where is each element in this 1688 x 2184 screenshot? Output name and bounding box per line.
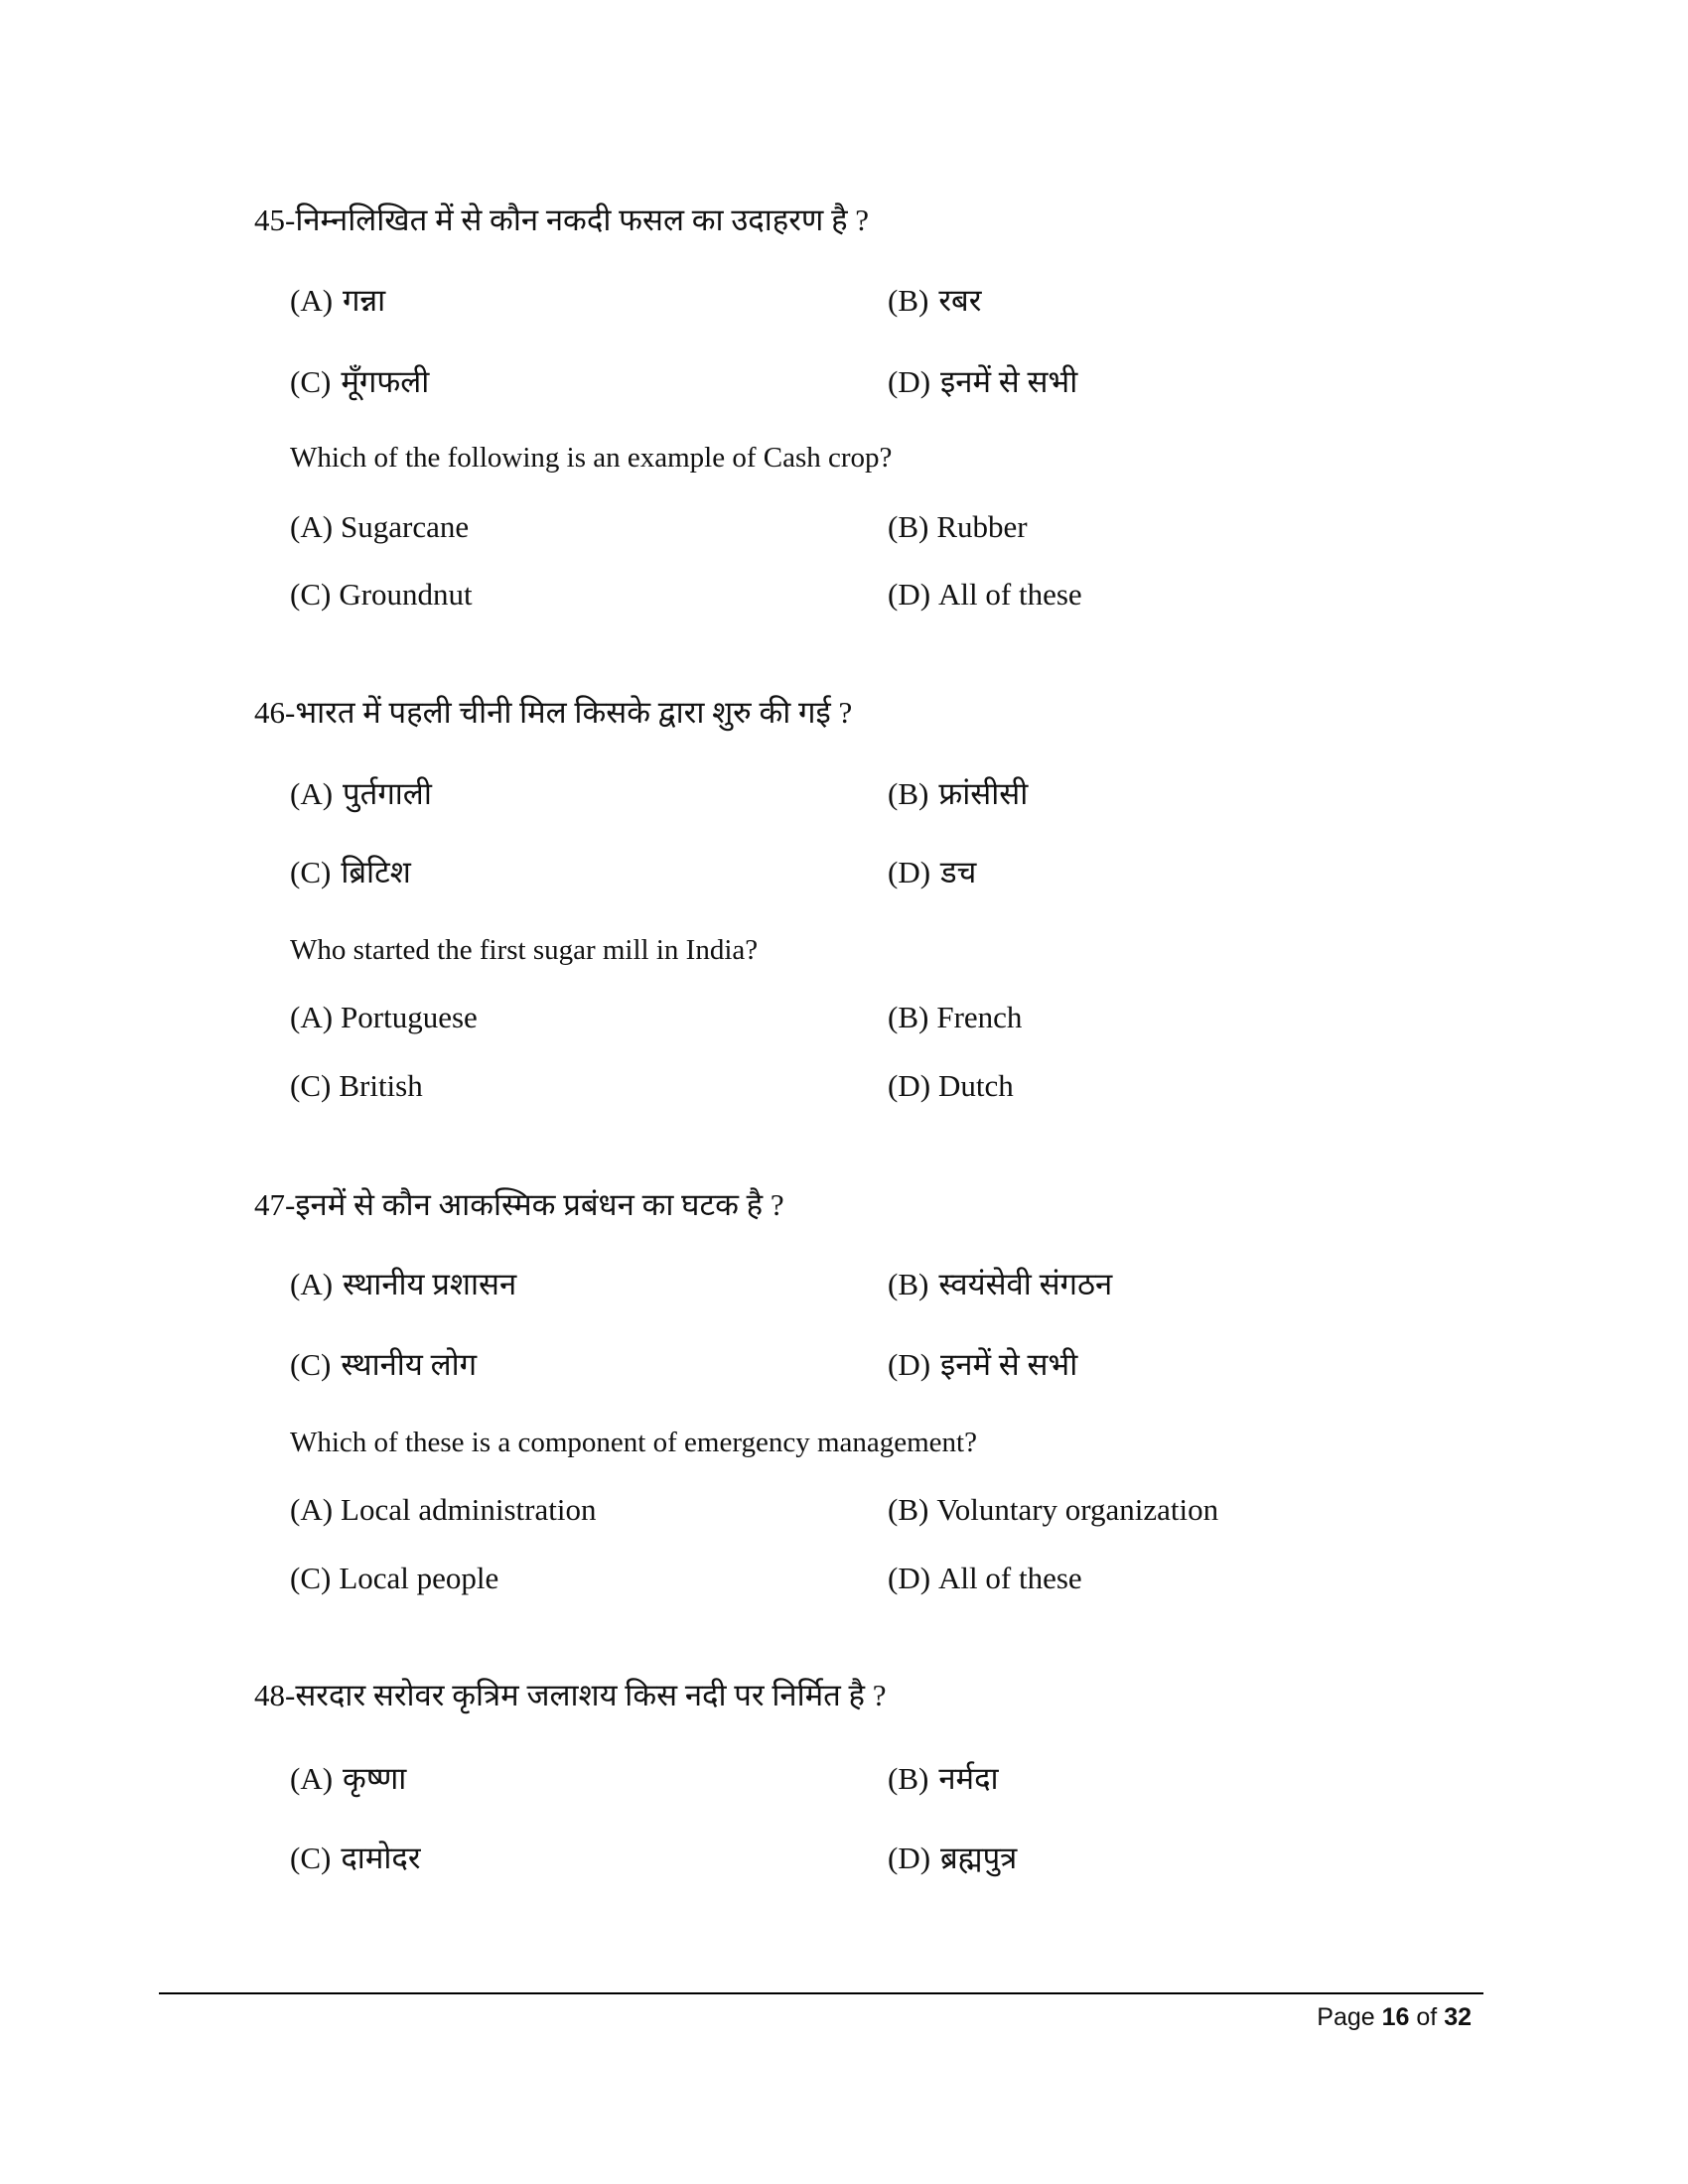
option-text: इनमें से सभी bbox=[940, 364, 1078, 399]
option-label: (B) bbox=[888, 509, 929, 544]
option-text: स्वयंसेवी संगठन bbox=[938, 1267, 1113, 1301]
option-label: (A) bbox=[290, 1267, 334, 1301]
option-text: गन्ना bbox=[343, 283, 386, 318]
total-pages: 32 bbox=[1444, 2003, 1472, 2031]
option-a-english bbox=[290, 1490, 596, 1530]
option-text: फ्रांसीसी bbox=[938, 776, 1029, 811]
question-english: Which of the following is an example of Cash crop? bbox=[290, 442, 893, 474]
option-label: (A) bbox=[290, 1492, 334, 1527]
footer-divider bbox=[159, 1992, 1483, 1994]
page-word: Page bbox=[1317, 2003, 1375, 2031]
option-text: कृष्णा bbox=[343, 1761, 407, 1796]
option-text: मूँगफली bbox=[341, 364, 430, 399]
option-text: Sugarcane bbox=[341, 509, 470, 544]
option-label: (B) bbox=[888, 1761, 929, 1796]
current-page: 16 bbox=[1381, 2003, 1410, 2031]
question-number: 47- bbox=[254, 1187, 296, 1222]
option-label: (B) bbox=[888, 1267, 929, 1301]
option-label: (D) bbox=[888, 1841, 931, 1875]
option-a-english bbox=[290, 507, 469, 547]
option-c-english bbox=[290, 1066, 423, 1106]
option-b-hindi bbox=[888, 281, 981, 321]
of-word: of bbox=[1416, 2003, 1438, 2031]
option-label: (A) bbox=[290, 1761, 334, 1796]
option-text: दामोदर bbox=[341, 1841, 421, 1875]
option-label: (C) bbox=[290, 855, 332, 889]
question-text: भारत में पहली चीनी मिल किसके द्वारा शुरु की गई ? bbox=[295, 695, 853, 730]
option-label: (C) bbox=[290, 1561, 332, 1595]
option-a-hindi bbox=[290, 1265, 516, 1304]
option-label: (C) bbox=[290, 364, 332, 399]
option-label: (B) bbox=[888, 1000, 929, 1034]
option-text: पुर्तगाली bbox=[343, 776, 432, 811]
question-english: Who started the first sugar mill in India? bbox=[290, 934, 759, 966]
option-c-english bbox=[290, 1559, 498, 1598]
option-label: (C) bbox=[290, 577, 332, 612]
option-label: (C) bbox=[290, 1841, 332, 1875]
option-d-hindi bbox=[888, 1345, 1077, 1385]
question-number: 46- bbox=[254, 695, 296, 730]
option-text: नर्मदा bbox=[938, 1761, 999, 1796]
option-text: Rubber bbox=[936, 509, 1028, 544]
option-c-hindi bbox=[290, 853, 411, 892]
option-label: (A) bbox=[290, 776, 334, 811]
option-text: Dutch bbox=[938, 1068, 1014, 1103]
option-label: (B) bbox=[888, 1492, 929, 1527]
option-label: (B) bbox=[888, 283, 929, 318]
option-d-english bbox=[888, 1559, 1082, 1598]
question-text: सरदार सरोवर कृत्रिम जलाशय किस नदी पर निर्मित है ? bbox=[295, 1678, 887, 1712]
option-label: (C) bbox=[290, 1347, 332, 1382]
page-number bbox=[1317, 2001, 1472, 2033]
option-text: Local administration bbox=[341, 1492, 597, 1527]
option-label: (A) bbox=[290, 509, 334, 544]
option-text: Voluntary organization bbox=[936, 1492, 1219, 1527]
option-text: All of these bbox=[938, 1561, 1082, 1595]
option-d-hindi bbox=[888, 362, 1077, 402]
option-a-hindi bbox=[290, 281, 385, 321]
option-b-english bbox=[888, 507, 1028, 547]
option-text: स्थानीय प्रशासन bbox=[343, 1267, 517, 1301]
option-b-hindi bbox=[888, 1759, 999, 1799]
option-b-hindi bbox=[888, 774, 1028, 814]
option-text: इनमें से सभी bbox=[940, 1347, 1078, 1382]
option-text: French bbox=[936, 1000, 1023, 1034]
option-b-english bbox=[888, 1490, 1218, 1530]
option-label: (D) bbox=[888, 855, 931, 889]
option-b-hindi bbox=[888, 1265, 1112, 1304]
question-hindi bbox=[254, 1185, 784, 1225]
option-b-english bbox=[888, 998, 1022, 1037]
option-a-hindi bbox=[290, 1759, 406, 1799]
question-hindi bbox=[254, 693, 852, 733]
option-label: (D) bbox=[888, 364, 931, 399]
option-a-english bbox=[290, 998, 478, 1037]
option-d-english bbox=[888, 575, 1082, 614]
option-text: ब्रिटिश bbox=[341, 855, 411, 889]
question-hindi bbox=[254, 201, 869, 240]
option-label: (A) bbox=[290, 1000, 334, 1034]
question-number: 45- bbox=[254, 203, 296, 237]
question-text: इनमें से कौन आकस्मिक प्रबंधन का घटक है ? bbox=[295, 1187, 784, 1222]
option-label: (D) bbox=[888, 577, 931, 612]
option-c-hindi bbox=[290, 1839, 421, 1878]
option-a-hindi bbox=[290, 774, 432, 814]
option-text: Groundnut bbox=[339, 577, 473, 612]
option-text: स्थानीय लोग bbox=[341, 1347, 478, 1382]
option-text: British bbox=[339, 1068, 423, 1103]
question-text: निम्नलिखित में से कौन नकदी फसल का उदाहरण है ? bbox=[295, 203, 870, 237]
option-label: (B) bbox=[888, 776, 929, 811]
option-d-hindi bbox=[888, 1839, 1017, 1878]
question-hindi bbox=[254, 1676, 887, 1715]
option-text: Portuguese bbox=[341, 1000, 478, 1034]
option-c-hindi bbox=[290, 1345, 477, 1385]
option-label: (A) bbox=[290, 283, 334, 318]
option-label: (D) bbox=[888, 1068, 931, 1103]
option-c-english bbox=[290, 575, 473, 614]
option-label: (D) bbox=[888, 1347, 931, 1382]
option-label: (D) bbox=[888, 1561, 931, 1595]
option-text: डच bbox=[940, 855, 977, 889]
option-text: All of these bbox=[938, 577, 1082, 612]
question-english: Which of these is a component of emergency management? bbox=[290, 1427, 977, 1458]
option-text: रबर bbox=[938, 283, 982, 318]
option-label: (C) bbox=[290, 1068, 332, 1103]
option-d-english bbox=[888, 1066, 1014, 1106]
option-text: ब्रह्मपुत्र bbox=[940, 1841, 1018, 1875]
option-text: Local people bbox=[339, 1561, 499, 1595]
question-number: 48- bbox=[254, 1678, 296, 1712]
option-c-hindi bbox=[290, 362, 429, 402]
option-d-hindi bbox=[888, 853, 976, 892]
